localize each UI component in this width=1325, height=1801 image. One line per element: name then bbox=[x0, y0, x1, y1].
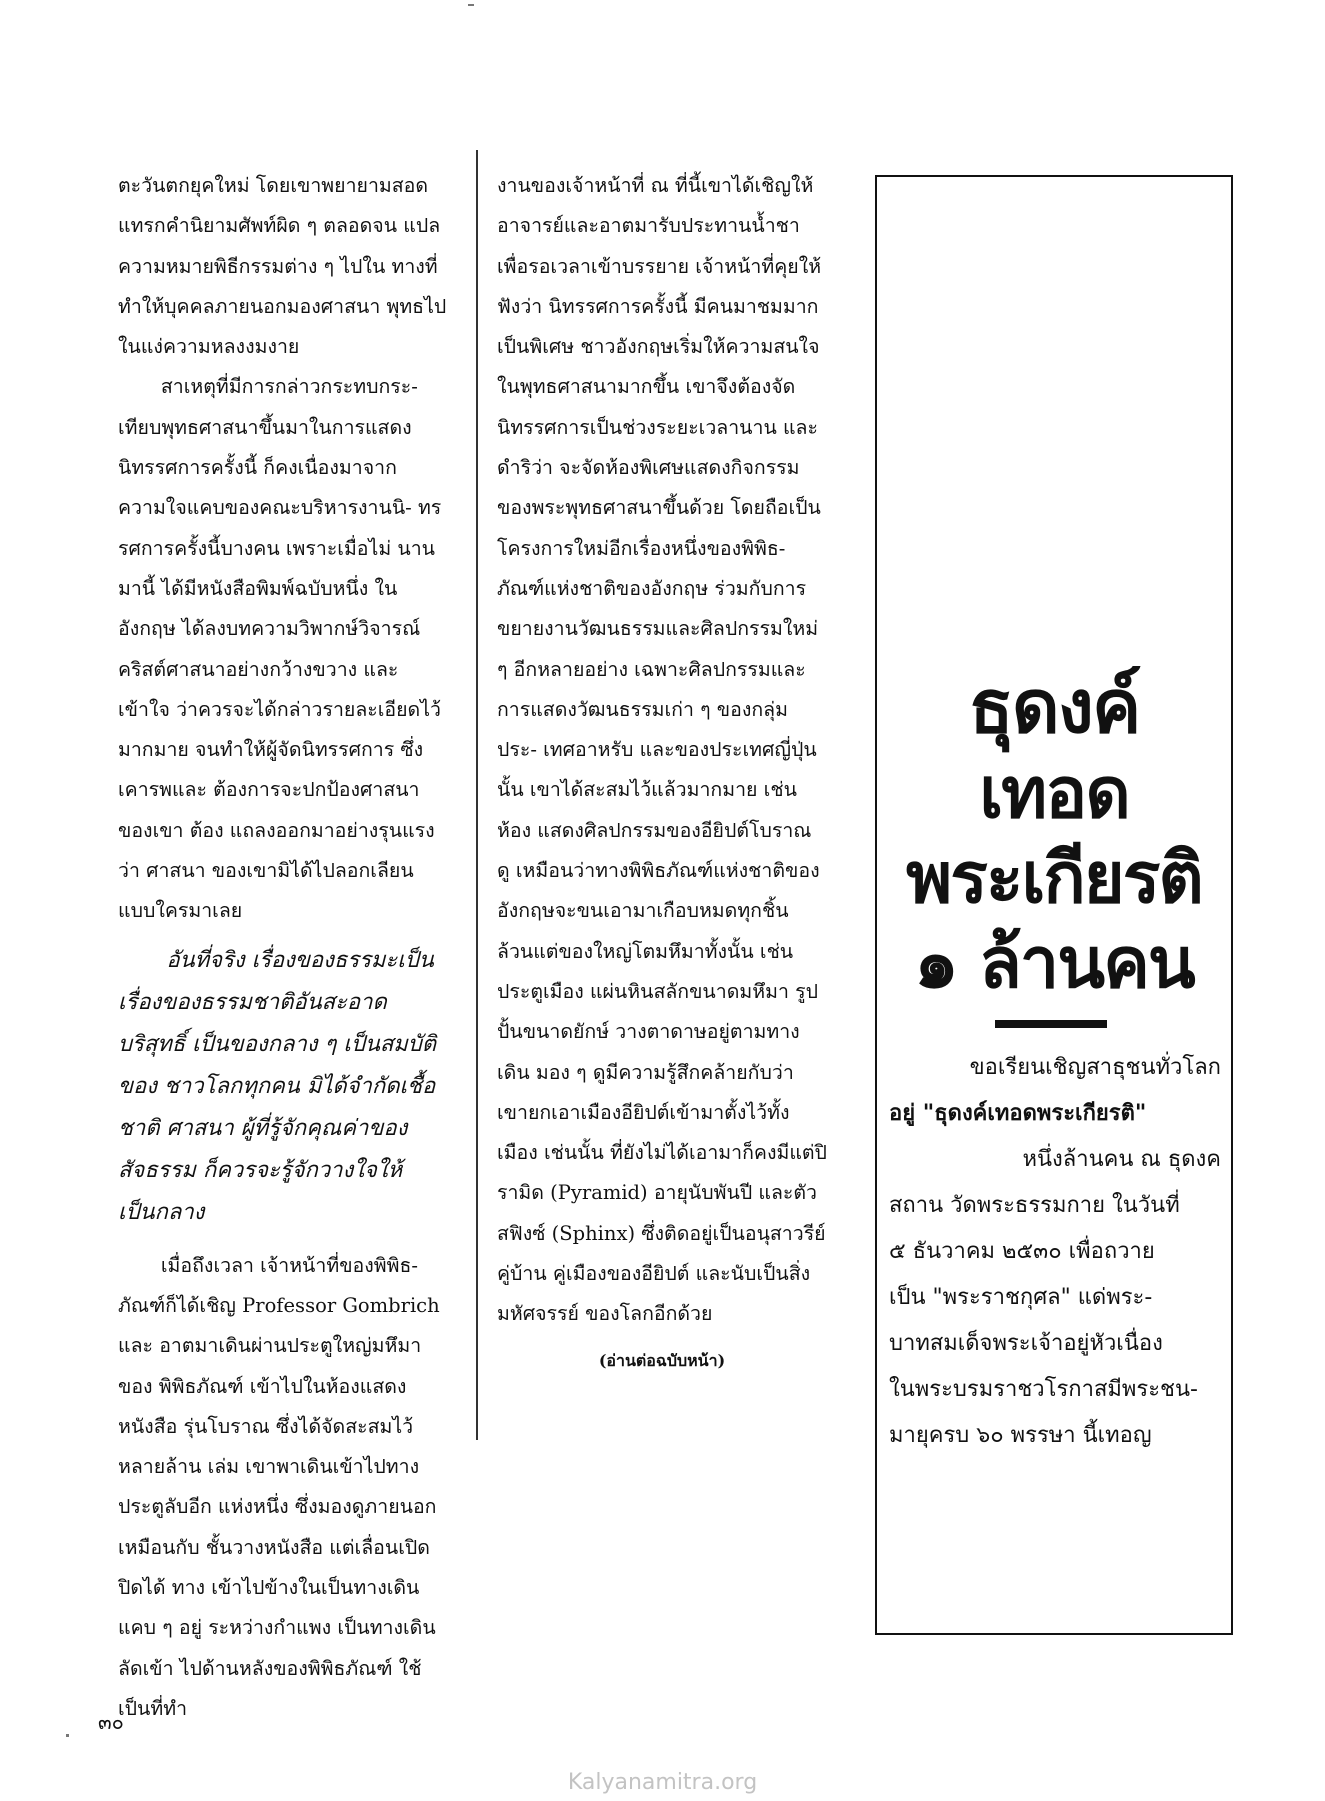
headline-rule bbox=[995, 1020, 1107, 1028]
column-divider bbox=[476, 150, 478, 1440]
announcement-line: บาทสมเด็จพระเจ้าอยู่หัวเนื่อง bbox=[889, 1331, 1163, 1356]
pull-quote: อันที่จริง เรื่องของธรรมะเป็น เรื่องของธรรมชาติอันสะอาดบริสุทธิ์ เป็นของกลาง ๆ เป็นสมบัติของ ชาวโลกทุกคน มิได้จำกัดเชื้อชาติ ศาสนา ผู้ที่รู้จักคุณค่าของสัจธรรม ก็ควรจะรู้จักวางใจให้เป็นกลาง bbox=[118, 947, 437, 1225]
article-paragraph: เมื่อถึงเวลา เจ้าหน้าที่ของพิพิธ- ภัณฑ์ก็ได้เชิญ Professor Gombrich และ อาตมาเดินผ่านประตูใหญ่มหึมาของ พิพิธภัณฑ์ เข้าไปในห้องแสดงหนังสือ รุ่นโบราณ ซึ่งได้จัดสะสมไว้หลายล้าน เล่ม เขาพาเดินเข้าไปทางประตูลับอีก แห่งหนึ่ง ซึ่งมองดูภายนอกเหมือนกับ ชั้นวางหนังสือ แต่เลื่อนเปิดปิดได้ ทาง เข้าไปข้างในเป็นทางเดินแคบ ๆ อยู่ ระหว่างกำแพง เป็นทางเดินลัดเข้า ไปด้านหลังของพิพิธภัณฑ์ ใช้เป็นที่ทำ bbox=[118, 1253, 440, 1720]
scan-mark bbox=[468, 4, 474, 6]
headline-line: พระเกียรติ bbox=[906, 837, 1202, 919]
headline-line: เทอด bbox=[979, 752, 1129, 834]
page-number: ๓๐ bbox=[98, 1710, 124, 1734]
announcement-line: อยู่ "ธุดงค์เทอดพระเกียรติ" bbox=[889, 1101, 1147, 1126]
announcement-line: ขอเรียนเชิญสาธุชนทั่วโลก bbox=[969, 1055, 1221, 1080]
article-paragraph: สาเหตุที่มีการกล่าวกระทบกระ- เทียบพุทธศาสนาขึ้นมาในการแสดง นิทรรศการครั้งนี้ ก็คงเนื่องมาจาก ความใจแคบของคณะบริหารงานนิ- ทรรศการครั้งนี้บางคน เพราะเมื่อไม่ นานมานี้ ได้มีหนังสือพิมพ์ฉบับหนึ่ง ในอังกฤษ ได้ลงบทความวิพากษ์วิจารณ์ คริสต์ศาสนาอย่างกว้างขวาง และเข้าใจ ว่าควรจะได้กล่าวรายละเอียดไว้มากมาย จนทำให้ผู้จัดนิทรรศการ ซึ่งเคารพและ ต้องการจะปกป้องศาสนาของเขา ต้อง แถลงออกมาอย่างรุนแรงว่า ศาสนา ของเขามิได้ไปลอกเลียนแบบใครมาเลย bbox=[118, 375, 442, 923]
announcement-box bbox=[875, 175, 1233, 1635]
announcement-line: หนึ่งล้านคน ณ ธุดงค bbox=[1022, 1147, 1221, 1172]
article-column-middle bbox=[497, 166, 827, 1381]
continued-note: (อ่านต่อฉบับหน้า) bbox=[598, 1350, 726, 1370]
announcement-line: ในพระบรมราชวโรกาสมีพระชน- bbox=[889, 1377, 1198, 1402]
announcement-body bbox=[889, 1045, 1221, 1459]
scan-mark bbox=[66, 1734, 69, 1737]
headline-line: ธุดงค์ bbox=[968, 664, 1140, 750]
announcement-line: เป็น "พระราชกุศล" แด่พระ- bbox=[889, 1285, 1153, 1310]
article-paragraph: ตะวันตกยุคใหม่ โดยเขาพยายามสอด แทรกคำนิยามศัพท์ผิด ๆ ตลอดจน แปลความหมายพิธีกรรมต่าง ๆ ไปใน ทางที่ทำให้บุคคลภายนอกมองศาสนา พุทธไปในแง่ความหลงงมงาย bbox=[118, 174, 447, 359]
headline-line: ๑ ล้านคน bbox=[914, 922, 1194, 1004]
watermark: Kalyanamitra.org bbox=[567, 1770, 758, 1795]
article-paragraph: งานของเจ้าหน้าที่ ณ ที่นี้เขาได้เชิญให้ อาจารย์และอาตมารับประทานน้ำชา เพื่อรอเวลาเข้าบรรยาย เจ้าหน้าที่คุยให้ ฟังว่า นิทรรศการครั้งนี้ มีคนมาชมมาก เป็นพิเศษ ชาวอังกฤษเริ่มให้ความสนใจ ในพุทธศาสนามากขึ้น เขาจึงต้องจัด นิทรรศการเป็นช่วงระยะเวลานาน และ ดำริว่า จะจัดห้องพิเศษแสดงกิจกรรม ของพระพุทธศาสนาขึ้นด้วย โดยถือเป็น โครงการใหม่อีกเรื่องหนึ่งของพิพิธ- ภัณฑ์แห่งชาติของอังกฤษ ร่วมกับการ ขยายงานวัฒนธรรมและศิลปกรรมใหม่ ๆ อีกหลายอย่าง เฉพาะศิลปกรรมและ การแสดงวัฒนธรรมเก่า ๆ ของกลุ่มประ- เทศอาหรับ และของประเทศญี่ปุ่นนั้น เขาได้สะสมไว้แล้วมากมาย เช่น ห้อง แสดงศิลปกรรมของอียิปต์โบราณ ดู เหมือนว่าทางพิพิธภัณฑ์แห่งชาติของ อังกฤษจะขนเอามาเกือบหมดทุกชิ้น ล้วนแต่ของใหญ่โตมหึมาทั้งนั้น เช่น ประตูเมือง แผ่นหินสลักขนาดมหึมา รูปปั้นขนาดยักษ์ วางตาดาษอยู่ตามทาง เดิน มอง ๆ ดูมีความรู้สึกคล้ายกับว่า เขายกเอาเมืองอียิปต์เข้ามาตั้งไว้ทั้งเมือง เช่นนั้น ที่ยังไม่ได้เอามาก็คงมีแต่ปิรามิด (Pyramid) อายุนับพันปี และตัวสฟิงซ์ (Sphinx) ซึ่งติดอยู่เป็นอนุสาวรีย์คู่บ้าน คู่เมืองของอียิปต์ และนับเป็นสิ่งมหัศจรรย์ ของโลกอีกด้วย bbox=[497, 174, 827, 1326]
announcement-line: สถาน วัดพระธรรมกาย ในวันที่ bbox=[889, 1193, 1180, 1218]
announcement-line: ๕ ธันวาคม ๒๕๓๐ เพื่อถวาย bbox=[889, 1239, 1155, 1264]
announcement-line: มายุครบ ๖๐ พรรษา นี้เทอญ bbox=[889, 1423, 1152, 1448]
article-column-left bbox=[118, 166, 448, 1729]
